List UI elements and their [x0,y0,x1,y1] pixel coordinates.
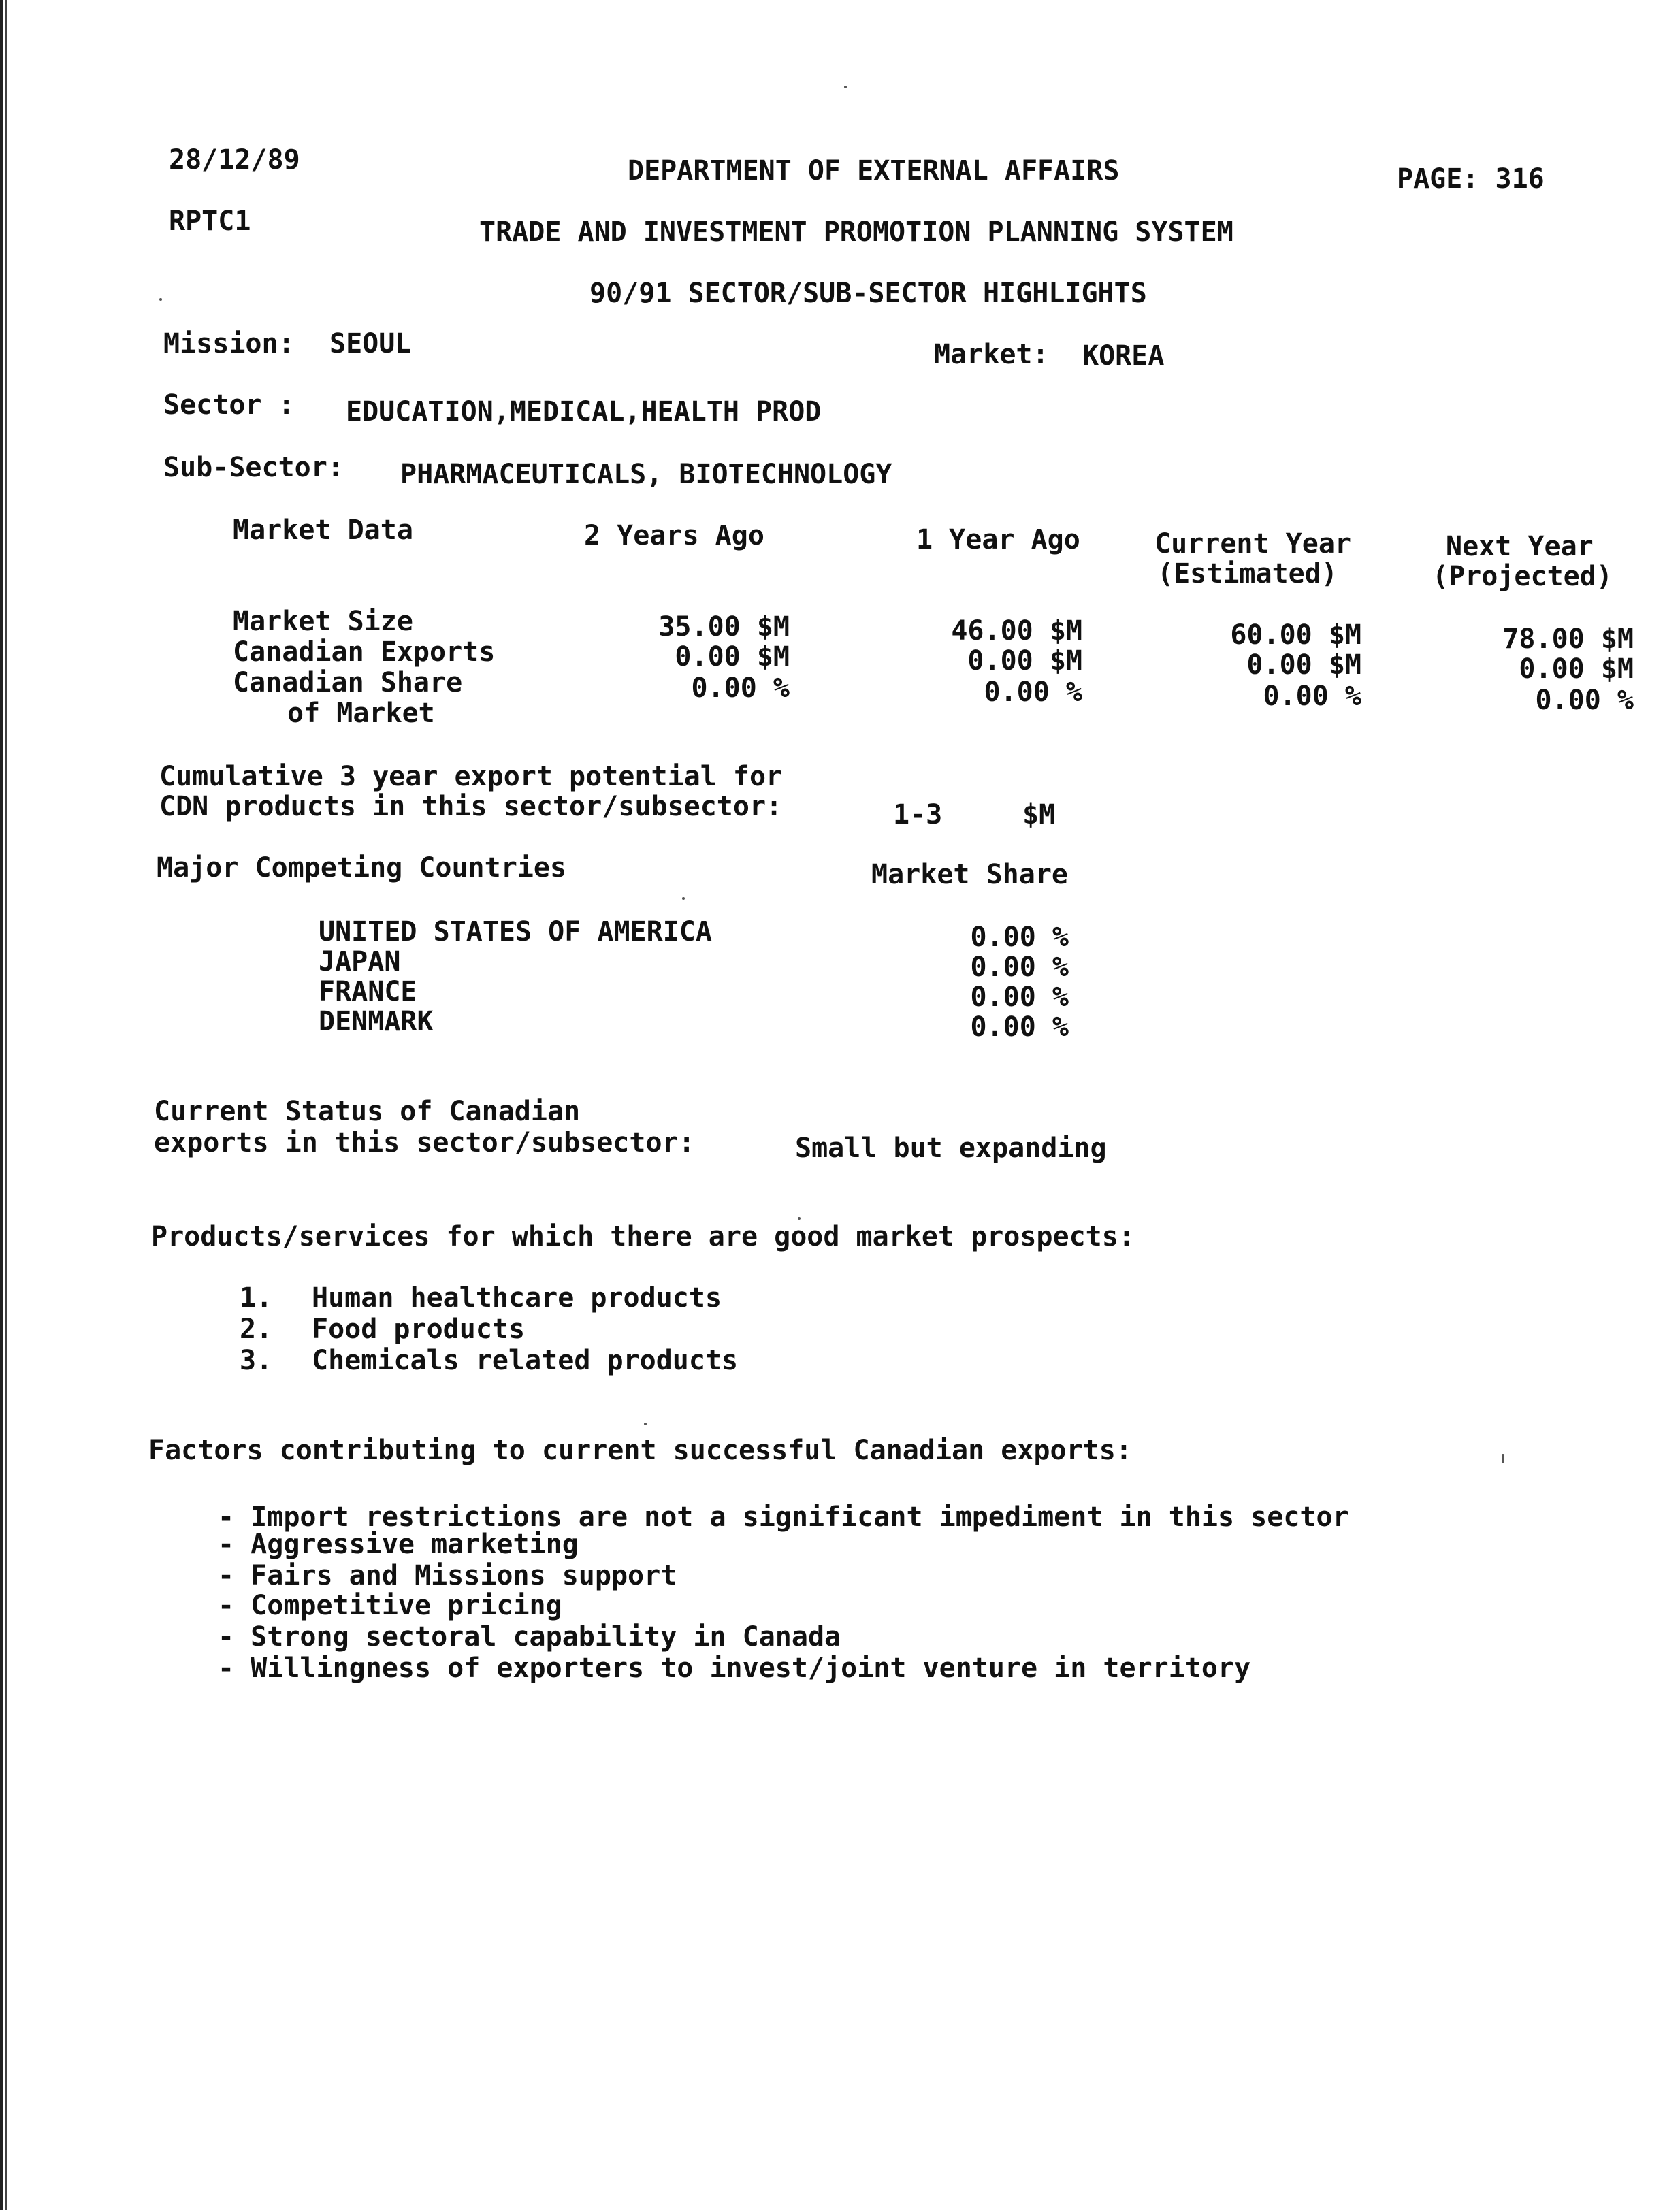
competitor-country: DENMARK [319,1006,434,1037]
scan-speck [1502,1454,1504,1463]
factor-item: - Fairs and Missions support [218,1560,677,1591]
row-label-of-market: of Market [287,698,435,729]
competitor-country: FRANCE [319,976,417,1007]
cell-exports-2y: 0.00 $M [675,641,790,672]
potential-line-1: Cumulative 3 year export potential for [159,761,783,792]
subsector-label: Sub-Sector: [163,452,344,483]
report-date: 28/12/89 [169,144,300,176]
sector-label: Sector : [163,389,295,421]
competitor-share: 0.00 % [970,952,1069,983]
mission-value: SEOUL [329,328,412,359]
potential-range: 1-3 [893,799,943,830]
col-next-year-sub: (Projected) [1432,561,1613,592]
col-2-years-ago: 2 Years Ago [584,520,764,551]
cell-market-size-2y: 35.00 $M [658,611,790,643]
scan-speck [682,897,685,900]
status-line-2: exports in this sector/subsector: [154,1127,695,1158]
competitor-country: UNITED STATES OF AMERICA [319,916,712,947]
prospect-item: Chemicals related products [312,1345,739,1376]
mission-label: Mission: [163,328,295,359]
cell-exports-current: 0.00 $M [1246,649,1361,681]
prospect-number: 2. [240,1314,273,1345]
cell-exports-1y: 0.00 $M [967,645,1082,677]
report-title: 90/91 SECTOR/SUB-SECTOR HIGHLIGHTS [589,278,1147,309]
potential-unit: $M [1022,799,1056,830]
department-title: DEPARTMENT OF EXTERNAL AFFAIRS [628,155,1120,186]
cell-market-size-next: 78.00 $M [1502,623,1634,655]
row-label-market-size: Market Size [233,606,413,637]
scan-left-edge [0,0,8,2210]
page-number: PAGE: 316 [1397,163,1545,195]
cell-share-current: 0.00 % [1263,681,1361,712]
scan-speck [844,86,847,88]
scan-speck [644,1423,647,1425]
cell-market-size-1y: 46.00 $M [951,615,1082,647]
row-label-canadian-share: Canadian Share [233,667,463,698]
factor-item: - Competitive pricing [218,1590,562,1621]
status-line-1: Current Status of Canadian [154,1096,581,1127]
market-share-heading: Market Share [871,859,1068,890]
cell-exports-next: 0.00 $M [1519,653,1634,685]
factor-item: - Strong sectoral capability in Canada [218,1621,841,1653]
cell-market-size-current: 60.00 $M [1230,619,1361,651]
prospects-heading: Products/services for which there are good market prospects: [151,1221,1135,1252]
market-label: Market: [934,339,1049,370]
competitor-share: 0.00 % [970,981,1069,1013]
row-label-canadian-exports: Canadian Exports [233,636,496,668]
market-value: KOREA [1082,340,1165,372]
cell-share-2y: 0.00 % [691,672,790,704]
prospect-item: Human healthcare products [312,1282,722,1314]
report-code: RPTC1 [169,206,251,237]
scan-speck [159,298,162,301]
status-value: Small but expanding [795,1133,1107,1164]
competitor-share: 0.00 % [970,1011,1069,1043]
competitor-share: 0.00 % [970,922,1069,953]
col-current-year: Current Year [1154,528,1351,559]
competitor-country: JAPAN [319,946,401,977]
sector-value: EDUCATION,MEDICAL,HEALTH PROD [346,396,822,427]
col-current-year-sub: (Estimated) [1157,558,1338,589]
factor-item: - Import restrictions are not a significant impediment in this sector [218,1501,1349,1533]
col-next-year: Next Year [1446,531,1594,562]
system-title: TRADE AND INVESTMENT PROMOTION PLANNING SYSTEM [479,216,1233,248]
factor-item: - Willingness of exporters to invest/joint venture in territory [218,1653,1251,1684]
cell-share-next: 0.00 % [1535,685,1634,716]
prospect-number: 3. [240,1345,273,1376]
prospect-number: 1. [240,1282,273,1314]
potential-line-2: CDN products in this sector/subsector: [159,791,783,822]
market-data-label: Market Data [233,515,413,546]
competitors-heading: Major Competing Countries [157,852,567,883]
cell-share-1y: 0.00 % [984,677,1082,708]
prospect-item: Food products [312,1314,526,1345]
subsector-value: PHARMACEUTICALS, BIOTECHNOLOGY [400,459,892,490]
col-1-year-ago: 1 Year Ago [916,524,1080,555]
scan-speck [798,1217,801,1220]
factor-item: - Aggressive marketing [218,1529,579,1560]
factors-heading: Factors contributing to current successful Canadian exports: [148,1435,1132,1466]
